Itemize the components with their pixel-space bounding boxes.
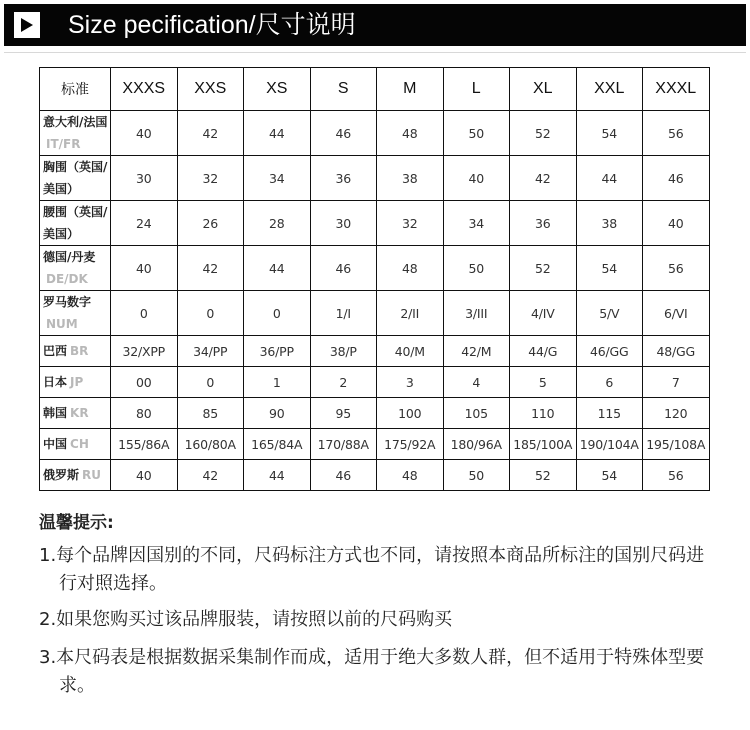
- play-icon: [14, 12, 40, 38]
- table-cell: 180/96A: [443, 429, 510, 460]
- size-header: XXL: [576, 68, 643, 111]
- row-label-text: 德国/丹麦: [43, 250, 96, 264]
- size-header: M: [377, 68, 444, 111]
- table-cell: 0: [177, 291, 244, 336]
- table-cell: 44/G: [510, 336, 577, 367]
- size-header: L: [443, 68, 510, 111]
- table-cell: 1/I: [310, 291, 377, 336]
- table-cell: 50: [443, 460, 510, 491]
- row-label-text: 巴西: [43, 344, 68, 358]
- table-cell: 42: [510, 156, 577, 201]
- table-cell: 1: [244, 367, 311, 398]
- table-cell: 7: [643, 367, 710, 398]
- table-cell: 34: [443, 201, 510, 246]
- row-label: [40, 201, 111, 246]
- table-cell: 120: [643, 398, 710, 429]
- table-cell: 46: [643, 156, 710, 201]
- table-cell: 42: [177, 246, 244, 291]
- table-cell: 36: [510, 201, 577, 246]
- row-label-text: 日本: [43, 375, 68, 389]
- table-cell: 26: [177, 201, 244, 246]
- table-cell: 44: [244, 460, 311, 491]
- table-cell: 6: [576, 367, 643, 398]
- table-cell: 38: [377, 156, 444, 201]
- table-cell: 3: [377, 367, 444, 398]
- table-row: [40, 429, 710, 460]
- table-cell: 95: [310, 398, 377, 429]
- table-cell: 5: [510, 367, 577, 398]
- row-label-code: DE/DK: [46, 272, 88, 286]
- size-table: [39, 67, 710, 491]
- table-cell: 48: [377, 460, 444, 491]
- table-row: [40, 367, 710, 398]
- table-cell: 155/86A: [111, 429, 178, 460]
- table-cell: 170/88A: [310, 429, 377, 460]
- table-cell: 90: [244, 398, 311, 429]
- table-cell: 40: [111, 246, 178, 291]
- table-cell: 36/PP: [244, 336, 311, 367]
- table-cell: 48: [377, 111, 444, 156]
- row-label-text: 罗马数字: [43, 295, 92, 309]
- table-cell: 38/P: [310, 336, 377, 367]
- table-cell: 40: [111, 111, 178, 156]
- size-header: XXXL: [643, 68, 710, 111]
- table-cell: 54: [576, 111, 643, 156]
- header-bar: [4, 4, 746, 46]
- row-label-code: CH: [70, 437, 89, 451]
- table-cell: 32: [377, 201, 444, 246]
- table-cell: 110: [510, 398, 577, 429]
- row-label-code: RU: [82, 468, 101, 482]
- table-cell: 3/III: [443, 291, 510, 336]
- table-cell: 28: [244, 201, 311, 246]
- row-label-code: KR: [70, 406, 89, 420]
- table-cell: 24: [111, 201, 178, 246]
- table-cell: 4: [443, 367, 510, 398]
- table-cell: 46/GG: [576, 336, 643, 367]
- table-row: [40, 398, 710, 429]
- row-label: [40, 246, 111, 291]
- table-cell: 40: [443, 156, 510, 201]
- divider: [4, 52, 746, 53]
- row-label-text: 中国: [43, 437, 68, 451]
- table-cell: 34: [244, 156, 311, 201]
- row-label: [40, 291, 111, 336]
- table-cell: 160/80A: [177, 429, 244, 460]
- table-cell: 40: [643, 201, 710, 246]
- tips-title: 温馨提示:: [39, 513, 114, 533]
- table-cell: 56: [643, 460, 710, 491]
- table-cell: 36: [310, 156, 377, 201]
- table-cell: 56: [643, 246, 710, 291]
- row-label: [40, 398, 111, 429]
- table-cell: 54: [576, 246, 643, 291]
- table-cell: 44: [576, 156, 643, 201]
- table-cell: 40/M: [377, 336, 444, 367]
- row-label-text: 意大利/法国: [43, 115, 108, 129]
- table-cell: 4/IV: [510, 291, 577, 336]
- table-cell: 52: [510, 111, 577, 156]
- table-row: [40, 246, 710, 291]
- table-cell: 32: [177, 156, 244, 201]
- table-cell: 195/108A: [643, 429, 710, 460]
- row-label: [40, 156, 111, 201]
- table-cell: 0: [111, 291, 178, 336]
- table-cell: 190/104A: [576, 429, 643, 460]
- table-cell: 56: [643, 111, 710, 156]
- table-cell: 50: [443, 111, 510, 156]
- table-cell: 185/100A: [510, 429, 577, 460]
- table-cell: 46: [310, 460, 377, 491]
- table-cell: 6/VI: [643, 291, 710, 336]
- table-cell: 48/GG: [643, 336, 710, 367]
- tip-item: 2.如果您购买过该品牌服装，请按照以前的尺码购买: [39, 609, 453, 630]
- table-cell: 34/PP: [177, 336, 244, 367]
- table-cell: 38: [576, 201, 643, 246]
- table-cell: 100: [377, 398, 444, 429]
- table-row: [40, 460, 710, 491]
- table-cell: 46: [310, 111, 377, 156]
- table-cell: 5/V: [576, 291, 643, 336]
- table-cell: 52: [510, 460, 577, 491]
- table-cell: 165/84A: [244, 429, 311, 460]
- table-cell: 105: [443, 398, 510, 429]
- row-label: [40, 111, 111, 156]
- table-header-row: [40, 68, 710, 111]
- table-cell: 40: [111, 460, 178, 491]
- table-cell: 32/XPP: [111, 336, 178, 367]
- size-header: S: [310, 68, 377, 111]
- row-label-text: 韩国: [43, 406, 68, 420]
- table-cell: 44: [244, 246, 311, 291]
- table-cell: 42/M: [443, 336, 510, 367]
- table-cell: 85: [177, 398, 244, 429]
- table-cell: 00: [111, 367, 178, 398]
- table-row: [40, 336, 710, 367]
- size-header: XXS: [177, 68, 244, 111]
- table-cell: 80: [111, 398, 178, 429]
- tip-item: 1.每个品牌因国别的不同，尺码标注方式也不同，请按照本商品所标注的国别尺码进行对照选择。: [39, 545, 705, 594]
- row-label-code: NUM: [46, 317, 78, 331]
- table-cell: 0: [177, 367, 244, 398]
- table-cell: 50: [443, 246, 510, 291]
- tip-item: 3.本尺码表是根据数据采集制作而成，适用于绝大多数人群，但不适用于特殊体型要求。: [39, 647, 705, 696]
- table-cell: 42: [177, 111, 244, 156]
- table-cell: 42: [177, 460, 244, 491]
- table-cell: 175/92A: [377, 429, 444, 460]
- table-cell: 44: [244, 111, 311, 156]
- table-cell: 0: [244, 291, 311, 336]
- table-row: [40, 291, 710, 336]
- table-cell: 48: [377, 246, 444, 291]
- page-title: Size pecification/尺寸说明: [68, 11, 356, 39]
- table-cell: 2/II: [377, 291, 444, 336]
- row-label-code: BR: [70, 344, 89, 358]
- row-label-code: JP: [70, 375, 84, 389]
- table-corner-label: 标准: [40, 68, 111, 111]
- table-cell: 54: [576, 460, 643, 491]
- row-label: [40, 429, 111, 460]
- row-label-code: IT/FR: [46, 137, 81, 151]
- row-label-text: 胸围（英国/美国）: [43, 160, 108, 196]
- size-header: XS: [244, 68, 311, 111]
- table-cell: 30: [310, 201, 377, 246]
- table-cell: 30: [111, 156, 178, 201]
- table-row: [40, 156, 710, 201]
- table-cell: 52: [510, 246, 577, 291]
- size-header: XL: [510, 68, 577, 111]
- table-row: [40, 111, 710, 156]
- row-label: [40, 460, 111, 491]
- table-cell: 46: [310, 246, 377, 291]
- row-label-text: 腰围（英国/美国）: [43, 205, 108, 241]
- row-label-text: 俄罗斯: [43, 468, 80, 482]
- row-label: [40, 367, 111, 398]
- table-cell: 115: [576, 398, 643, 429]
- size-header: XXXS: [111, 68, 178, 111]
- table-cell: 2: [310, 367, 377, 398]
- row-label: [40, 336, 111, 367]
- table-row: [40, 201, 710, 246]
